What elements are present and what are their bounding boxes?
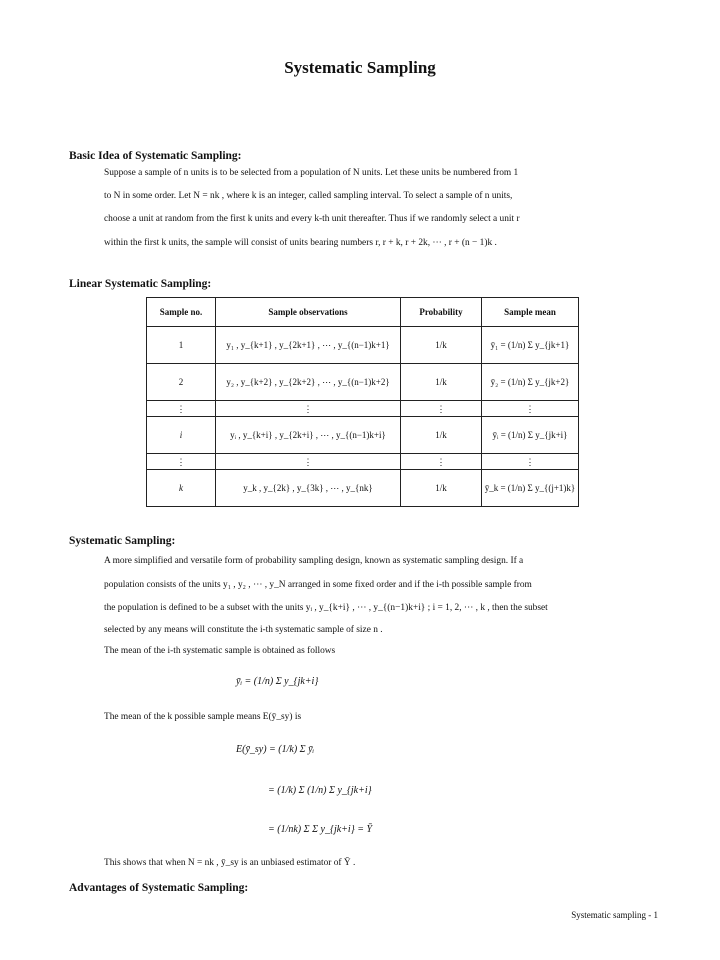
cell-mean: ⋮ — [482, 401, 579, 417]
col-header-probability: Probability — [401, 298, 482, 327]
cell-mean: ȳ_k = (1/n) Σ y_{(j+1)k} — [482, 470, 579, 507]
possible-intro: The mean of the k possible sample means E(ȳ_sy) is — [104, 712, 302, 722]
page-footer: Systematic sampling - 1 — [571, 910, 658, 920]
cell-obs: ⋮ — [216, 401, 401, 417]
cell-prob: ⋮ — [401, 454, 482, 470]
col-header-observations: Sample observations — [216, 298, 401, 327]
table-row — [147, 364, 579, 401]
heading-systematic: Systematic Sampling: — [69, 535, 176, 547]
table-row — [147, 470, 579, 507]
col-header-sample-no: Sample no. — [147, 298, 216, 327]
cell-prob: ⋮ — [401, 401, 482, 417]
cell-obs: y_k , y_{2k} , y_{3k} , ⋯ , y_{nk} — [216, 470, 401, 507]
basic-line-2: to N in some order. Let N = nk , where k is an integer, called sampling interval. To select a sample of n units, — [104, 191, 513, 201]
cell-no: 2 — [147, 364, 216, 401]
cell-no: 1 — [147, 327, 216, 364]
heading-basic-idea: Basic Idea of Systematic Sampling: — [69, 150, 242, 162]
cell-mean: ⋮ — [482, 454, 579, 470]
systematic-line-2: population consists of the units y₁ , y₂ , ⋯ , y_N arranged in some fixed order and if the i-th possible sample from — [104, 580, 532, 590]
heading-advantages: Advantages of Systematic Sampling: — [69, 882, 249, 894]
conclusion-line: This shows that when N = nk , ȳ_sy is an unbiased estimator of Ȳ . — [104, 858, 356, 868]
cell-obs: yᵢ , y_{k+i} , y_{2k+i} , ⋯ , y_{(n−1)k+i} — [216, 417, 401, 454]
systematic-line-1: A more simplified and versatile form of probability sampling design, known as systematic sampling design. If a — [104, 556, 524, 566]
equation-expectation-1: E(ȳ_sy) = (1/k) Σ ȳᵢ — [236, 744, 315, 755]
cell-obs: ⋮ — [216, 454, 401, 470]
table-row — [147, 401, 579, 417]
equation-expectation-3: = (1/nk) Σ Σ y_{jk+i} = Ȳ — [268, 824, 372, 835]
col-header-sample-mean: Sample mean — [482, 298, 579, 327]
cell-obs: y₂ , y_{k+2} , y_{2k+2} , ⋯ , y_{(n−1)k+2} — [216, 364, 401, 401]
basic-line-4: within the first k units, the sample will consist of units bearing numbers r, r + k, r + 2k, ⋯ , r + (n − 1)k . — [104, 238, 497, 248]
table-row — [147, 327, 579, 364]
systematic-line-4: selected by any means will constitute the i-th systematic sample of size n . — [104, 625, 383, 635]
table-row — [147, 454, 579, 470]
sampling-table — [146, 297, 579, 507]
cell-prob: 1/k — [401, 417, 482, 454]
basic-line-1: Suppose a sample of n units is to be selected from a population of N units. Let these units be numbered from 1 — [104, 168, 519, 178]
cell-prob: 1/k — [401, 364, 482, 401]
cell-no: ⋮ — [147, 401, 216, 417]
cell-prob: 1/k — [401, 470, 482, 507]
cell-obs: y₁ , y_{k+1} , y_{2k+1} , ⋯ , y_{(n−1)k+1} — [216, 327, 401, 364]
mean-intro: The mean of the i-th systematic sample is obtained as follows — [104, 646, 336, 656]
equation-expectation-2: = (1/k) Σ (1/n) Σ y_{jk+i} — [268, 785, 372, 796]
cell-no: i — [147, 417, 216, 454]
systematic-line-3: the population is defined to be a subset with the units yᵢ , y_{k+i} , ⋯ , y_{(n−1)k+i} ; i = 1, 2, ⋯ , k , then the subset — [104, 603, 548, 613]
basic-line-3: choose a unit at random from the first k units and every k-th unit thereafter. Thus if we randomly select a unit r — [104, 214, 520, 224]
cell-mean: ȳ₂ = (1/n) Σ y_{jk+2} — [482, 364, 579, 401]
table-row — [147, 417, 579, 454]
cell-no: ⋮ — [147, 454, 216, 470]
heading-linear: Linear Systematic Sampling: — [69, 278, 212, 290]
cell-prob: 1/k — [401, 327, 482, 364]
page-title: Systematic Sampling — [284, 58, 436, 77]
cell-no: k — [147, 470, 216, 507]
equation-sample-mean: ȳᵢ = (1/n) Σ y_{jk+i} — [236, 676, 319, 687]
cell-mean: ȳᵢ = (1/n) Σ y_{jk+i} — [482, 417, 579, 454]
cell-mean: ȳ₁ = (1/n) Σ y_{jk+1} — [482, 327, 579, 364]
